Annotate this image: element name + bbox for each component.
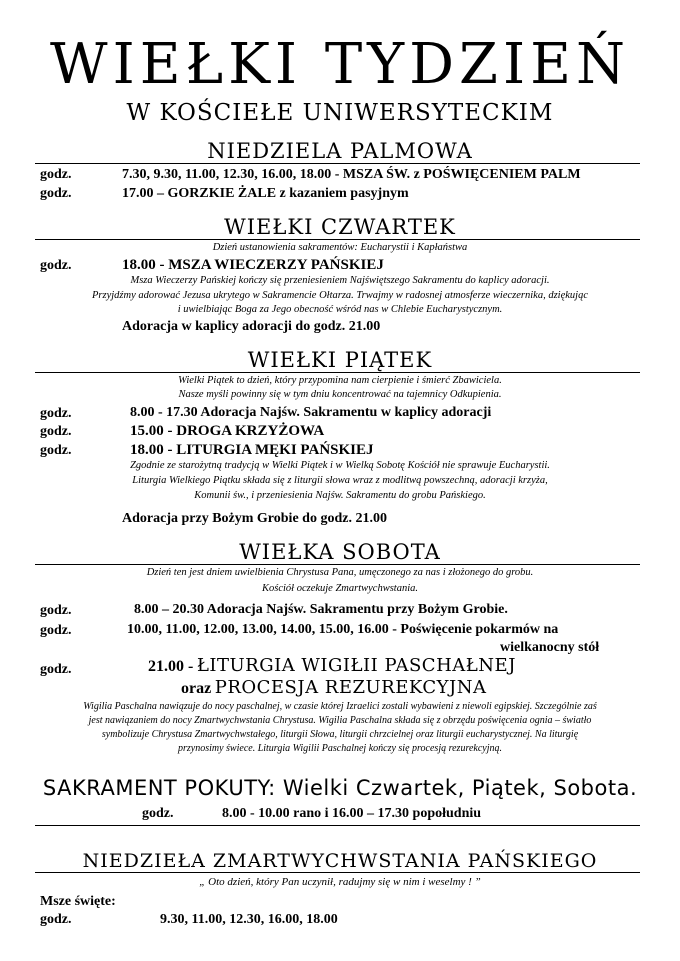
friday-passion-liturgy: 18.00 - LITURGIA MĘKI PAŃSKIEJ [130,442,374,458]
section-divider [35,372,640,373]
page-title: WIEŁKI TYDZIEŃ [50,32,630,97]
saturday-vigil-time: 21.00 - [148,658,194,675]
saturday-procession-caps: PROCESJA REZUREKCYJNA [214,677,487,698]
saturday-note-1: Dzień ten jest dniem uwielbienia Chrystusa Pana, umęczonego za nas i złożonego do grobu. [146,567,534,578]
palm-mass-times [122,166,581,184]
page-subtitle: W KOŚCIEŁE UNIWERSYTECKIM [126,100,554,126]
godz-label: godz. [142,806,174,821]
palm-lamentations: 17.00 – GORZKIE ŻALE z kazaniem pasyjnym [122,186,409,201]
section-divider [35,825,640,826]
palm-blessing-caps: POŚWIĘCENIEM PALM [423,167,581,182]
godz-label: godz. [40,912,72,927]
saturday-desc-2: jest nawiązaniem do nocy Zmartwychwstania Chrystusa. Wigilia Paschalna składa się z obrzędu poświęcenia ognia – światło [88,715,592,726]
section-heading-good-friday: WIEŁKI PIĄTEK [247,348,433,372]
palm-mass-times-text: 7.30, 9.30, 11.00, 12.30, 16.00, 18.00 - MSZA ŚW. z [122,167,420,182]
thursday-mass: 18.00 - MSZA WIECZERZY PAŃSKIEJ [122,257,384,273]
thursday-note: Dzień ustanowienia sakramentów: Eucharystii i Kapłaństwa [212,242,468,253]
thursday-adoration: Adoracja w kaplicy adoracji do godz. 21.00 [122,319,381,334]
friday-stations-of-cross: 15.00 - DROGA KRZYŻOWA [130,423,325,439]
friday-note-1: Wielki Piątek to dzień, który przypomina nam cierpienie i śmierć Zbawiciela. [178,375,502,386]
section-divider [35,564,640,565]
saturday-vigil [148,657,516,677]
section-heading-holy-thursday: WIEŁKI CZWARTEK [224,215,456,239]
confession-times: 8.00 - 10.00 rano i 16.00 – 17.30 popołudniu [222,806,482,821]
saturday-procession [181,679,486,699]
saturday-desc-3: symbolizuje Chrystusa Zmartwychwstałego, liturgii Słowa, liturgii chrzcielnej oraz liturgii eucharystycznej. Na liturgię [101,729,579,740]
section-heading-confession: SAKRAMENT POKUTY: Wielki Czwartek, Piątek, Sobota. [42,776,638,800]
section-divider [35,239,640,240]
godz-label: godz. [40,603,72,618]
section-divider [35,163,640,164]
easter-mass-times: 9.30, 11.00, 12.30, 16.00, 18.00 [160,912,338,927]
godz-label: godz. [40,443,72,458]
saturday-vigil-caps: ŁITURGIA WIGIŁII PASCHAŁNEJ [196,655,516,676]
section-heading-palm-sunday: NIEDZIELA PALMOWA [207,139,473,163]
saturday-food-blessing: 10.00, 11.00, 12.00, 13.00, 14.00, 15.00, 16.00 - Poświęcenie pokarmów na [127,622,559,637]
godz-label: godz. [40,623,72,638]
saturday-procession-pre: oraz [181,680,212,697]
saturday-note-2: Kościół oczekuje Zmartwychwstania. [261,583,419,594]
section-heading-holy-saturday: WIEŁKA SOBOTA [239,540,441,564]
saturday-desc-4: przynosimy świece. Liturgia Wigilii Paschalnej kończy się procesją rezurekcyjną. [177,743,502,754]
friday-desc-1: Zgodnie ze starożytną tradycją w Wielki Piątek i w Wielką Sobotę Kościół nie sprawuje Eucharystii. [130,460,550,471]
godz-label: godz. [40,424,72,439]
thursday-desc-1: Msza Wieczerzy Pańskiej kończy się przeniesieniem Najświętszego Sakramentu do kaplicy adoracji. [130,275,550,286]
section-divider [35,872,640,873]
godz-label: godz. [40,662,72,677]
friday-desc-2: Liturgia Wielkiego Piątku składa się z liturgii słowa wraz z modlitwą powszechną, adoracji krzyża, [132,475,548,486]
thursday-desc-3: i uwielbiając Boga za Jego obecność wśród nas w Chlebie Eucharystycznym. [177,304,503,315]
saturday-desc-1: Wigilia Paschalna nawiązuje do nocy paschalnej, w czasie której Izraelici zostali wybawieni z niewoli egipskiej. Szczególnie zaś [83,701,597,712]
godz-label: godz. [40,258,72,273]
godz-label: godz. [40,167,72,182]
thursday-desc-2: Przyjdźmy adorować Jezusa ukrytego w Sakramencie Ołtarza. Trwajmy w radosnej atmosferze wieczernika, dziękując [92,290,588,301]
friday-note-2: Nasze myśli powinny się w tym dniu koncentrować na tajemnicy Odkupienia. [178,389,502,400]
easter-quote: „ Oto dzień, który Pan uczynił, radujmy się w nim i weselmy ! ” [199,876,481,888]
godz-label: godz. [40,406,72,421]
friday-desc-3: Komunii św., i przeniesienia Najśw. Sakramentu do grobu Pańskiego. [194,490,486,501]
saturday-food-blessing-cont: wielkanocny stół [500,640,600,655]
friday-adoration-hours: 8.00 - 17.30 Adoracja Najśw. Sakramentu w kaplicy adoracji [130,405,492,420]
section-heading-easter-sunday: NIEDZIEŁA ZMARTWYCHWSTANIA PAŃSKIEGO [82,850,598,872]
godz-label: godz. [40,186,72,201]
friday-adoration: Adoracja przy Bożym Grobie do godz. 21.00 [122,511,387,526]
masses-label: Msze święte: [40,894,116,909]
saturday-adoration-hours: 8.00 – 20.30 Adoracja Najśw. Sakramentu przy Bożym Grobie. [134,602,508,617]
